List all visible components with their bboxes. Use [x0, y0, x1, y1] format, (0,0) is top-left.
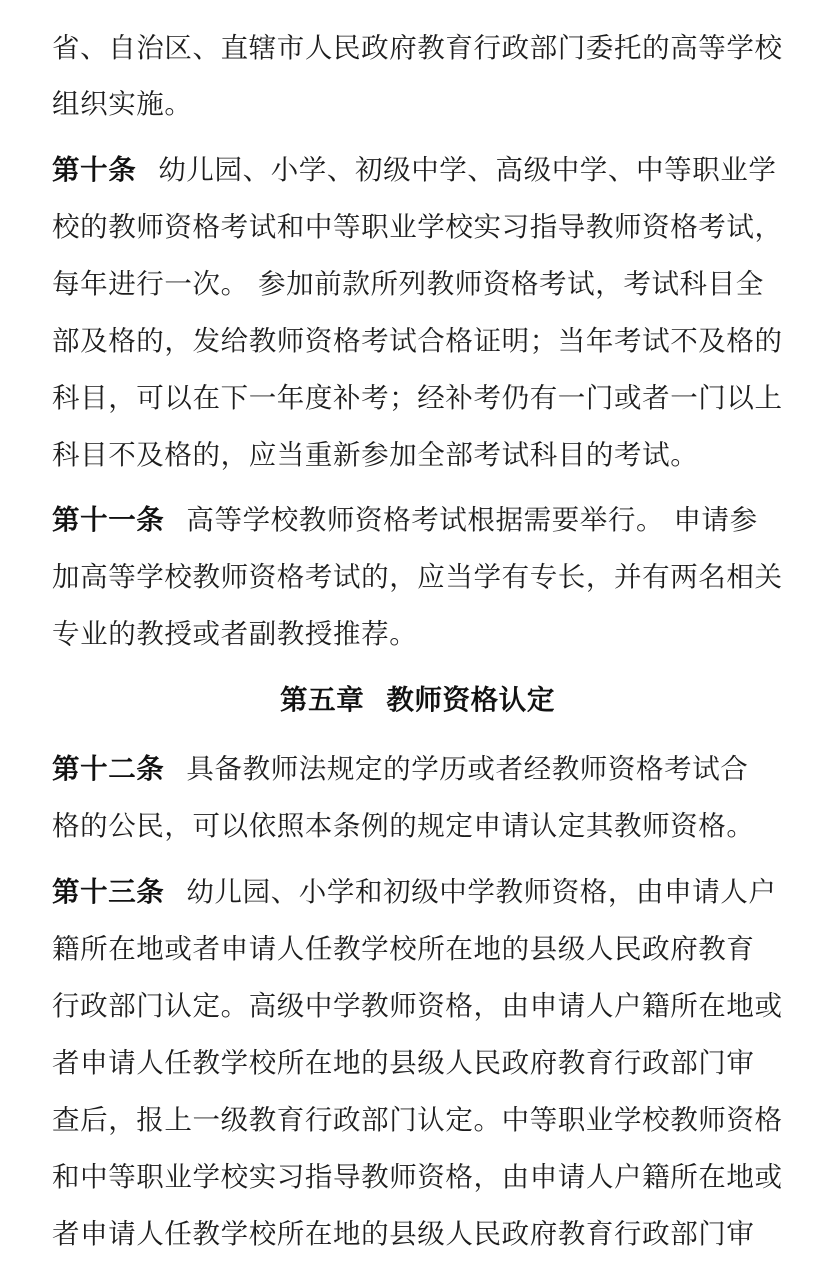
- paragraph-line: 行政部门认定。高级中学教师资格，由申请人户籍所在地或: [52, 990, 783, 1022]
- article-label: 第十二条: [52, 753, 165, 785]
- paragraph-line: 部及格的，发给教师资格考试合格证明；当年考试不及格的: [52, 325, 783, 357]
- article-11-first-line: [52, 502, 812, 538]
- paragraph-line: 加高等学校教师资格考试的，应当学有专长，并有两名相关: [52, 561, 783, 593]
- paragraph-line: 每年进行一次。 参加前款所列教师资格考试，考试科目全: [52, 268, 764, 300]
- paragraph-text: 幼儿园、小学、初级中学、高级中学、中等职业学: [158, 154, 777, 186]
- paragraph-line: 科目不及格的，应当重新参加全部考试科目的考试。: [52, 439, 699, 471]
- paragraph-line: 者申请人任教学校所在地的县级人民政府教育行政部门审: [52, 1218, 755, 1250]
- article-label: 第十三条: [52, 876, 165, 908]
- paragraph-line: 查后，报上一级教育行政部门认定。中等职业学校教师资格: [52, 1104, 783, 1136]
- paragraph-text: 具备教师法规定的学历或者经教师资格考试合: [186, 753, 749, 785]
- paragraph-line: 科目，可以在下一年度补考；经补考仍有一门或者一门以上: [52, 382, 783, 414]
- paragraph-line: 格的公民，可以依照本条例的规定申请认定其教师资格。: [52, 810, 755, 842]
- chapter-number: 第五章: [280, 684, 365, 716]
- paragraph-line: 者申请人任教学校所在地的县级人民政府教育行政部门审: [52, 1047, 755, 1079]
- paragraph-line: 和中等职业学校实习指导教师资格，由申请人户籍所在地或: [52, 1161, 783, 1193]
- paragraph-line: 专业的教授或者副教授推荐。: [52, 618, 418, 650]
- article-13-first-line: [52, 874, 812, 910]
- chapter-title: 教师资格认定: [386, 684, 555, 716]
- article-label: 第十条: [52, 154, 137, 186]
- article-label: 第十一条: [52, 504, 165, 536]
- paragraph-line: 省、自治区、直辖市人民政府教育行政部门委托的高等学校: [52, 32, 783, 64]
- paragraph-line: 组织实施。: [52, 88, 193, 120]
- paragraph-text: 高等学校教师资格考试根据需要举行。 申请参: [186, 504, 758, 536]
- article-10-first-line: [52, 152, 812, 188]
- article-12-first-line: [52, 751, 812, 787]
- chapter-heading: [0, 682, 835, 718]
- paragraph-text: 幼儿园、小学和初级中学教师资格，由申请人户: [186, 876, 777, 908]
- paragraph-line: 校的教师资格考试和中等职业学校实习指导教师资格考试，: [52, 211, 783, 243]
- paragraph-line: 籍所在地或者申请人任教学校所在地的县级人民政府教育: [52, 933, 755, 965]
